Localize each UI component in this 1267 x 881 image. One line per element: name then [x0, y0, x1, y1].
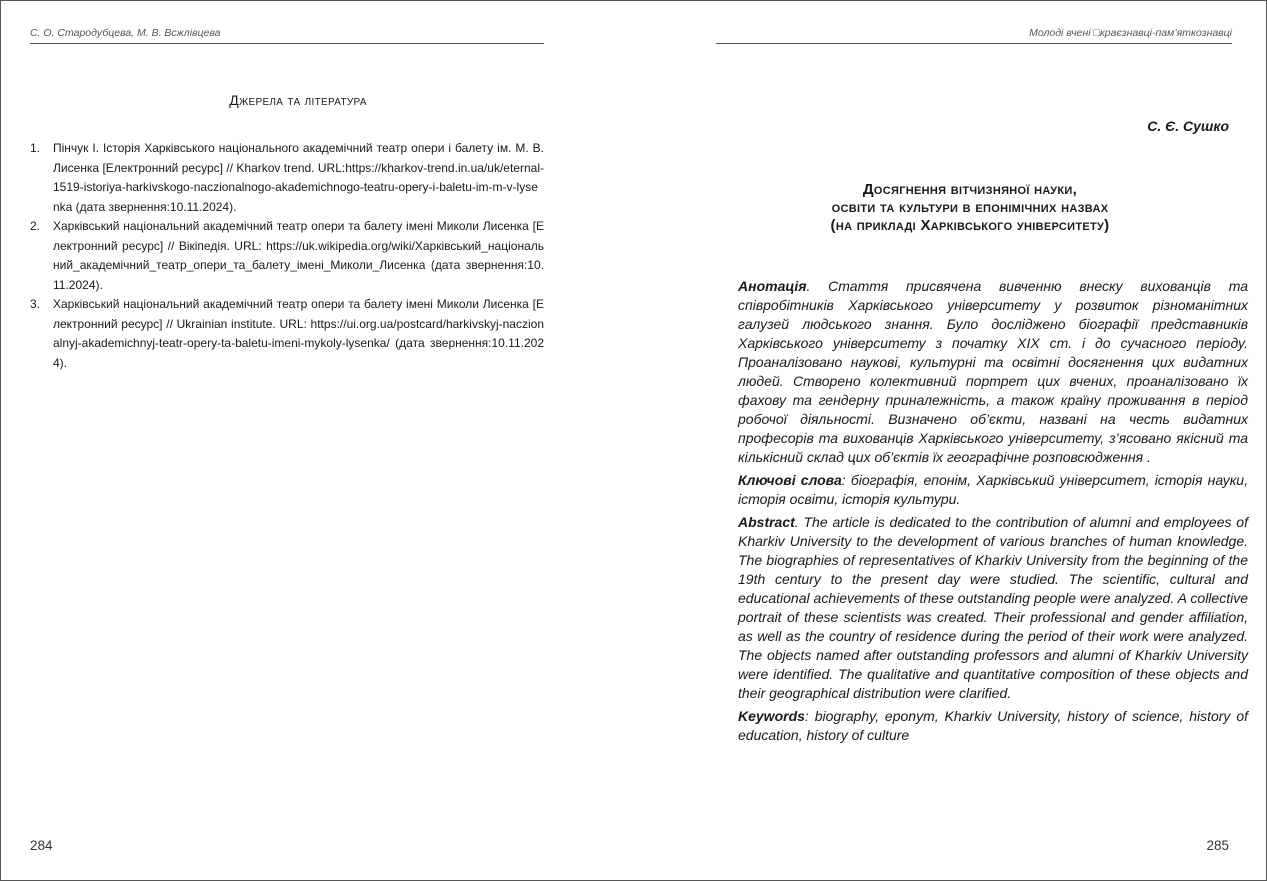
- article-title-line: освіти та культури в епонімічних назвах: [831, 199, 1109, 216]
- right-header-rule: [716, 43, 1232, 44]
- section-title: Джерела та література: [229, 92, 367, 108]
- left-page: [30, 0, 544, 881]
- reference-item: [30, 295, 544, 373]
- abstract-label: Abstract: [738, 514, 795, 530]
- keywords-ua-paragraph: [738, 471, 1248, 509]
- right-page-number: 285: [1206, 838, 1229, 853]
- abstract-block: [738, 277, 1248, 749]
- annotation-paragraph: [738, 277, 1248, 467]
- reference-item: [30, 139, 544, 217]
- article-title: [740, 181, 1200, 235]
- keywords-ua-text: : біографія, епонім, Харківський університет, історія науки, історія освіти, історія культури.: [738, 472, 1248, 507]
- annotation-text: . Стаття присвячена вивченню внеску вихованців та співробітників Харківського університету у розвиток різноманітних галузей людського знання. Було досліджено біографії представників Харківського університету з початку XIX ст. і до сучасного періоду. Проаналізовано наукові, культурні та освітні досягнення цих видатних людей. Створено колективний портрет цих вчених, проаналізовано їх фахову та гендерну приналежність, а також країну проживання в період робочої діяльності. Визначено об’єкти, названі на честь видатних професорів та вихованців Харківського університету, з’ясовано якісний та кількісний склад цих об’єктів їх географічне розповсюдження .: [738, 278, 1248, 465]
- keywords-ua-label: Ключові слова: [738, 472, 842, 488]
- annotation-label: Анотація: [738, 278, 807, 294]
- reference-text: Пінчук І. Історія Харківського національного академічний театр опери і балету ім. М. В. Лисенка [Електронний ресурс] // Kharkov trend. URL:https://kharkov-trend.in.ua/uk/eternal-1519-istoriya-harkivskogo-naczionalnogo-akademichnogo-teatru-opery-i-baletu-im-m-v-lysenka (дата звернення:10.11.2024).: [53, 141, 544, 214]
- reference-item: [30, 217, 544, 295]
- keywords-en-paragraph: [738, 707, 1248, 745]
- right-running-head: Молоді вчені □краєзнавці-пам’яткознавці: [1029, 27, 1232, 39]
- keywords-en-label: Keywords: [738, 708, 805, 724]
- article-title-line: Досягнення вітчизняної науки,: [862, 181, 1078, 198]
- right-page: [716, 0, 1248, 881]
- keywords-en-text: : biography, eponym, Kharkiv University, history of science, history of education, history of culture: [738, 708, 1248, 743]
- reference-text: Харківський національний академічний театр опери та балету імені Миколи Лисенка [Електронний ресурс] // Ukrainian institute. URL: https://ui.org.ua/postcard/harkivskyj-naczionalnyj-akademichnyj-teatr-opery-ta-baletu-imeni-mykoly-lysenka/ (дата звернення:10.11.2024).: [53, 297, 544, 370]
- reference-number: 3.: [30, 297, 41, 311]
- left-page-number: 284: [30, 838, 53, 853]
- article-author: С. Є. Сушко: [1147, 118, 1229, 134]
- reference-text: Харківський національний академічний театр опери та балету імені Миколи Лисенка [Електронний ресурс] // Вікіпедія. URL: https://uk.wikipedia.org/wiki/Харківський_національний_академічний_театр_опери_та_балету_імені_Миколи_Лисенка (дата звернення:10.11.2024).: [53, 219, 544, 292]
- left-header-rule: [30, 43, 544, 44]
- abstract-paragraph: [738, 513, 1248, 703]
- abstract-text: . The article is dedicated to the contribution of alumni and employees of Kharkiv University to the development of various branches of human knowledge. The biographies of representatives of Kharkiv University from the beginning of the 19th century to the present day were studied. The scientific, cultural and educational achievements of these outstanding people were analyzed. A collective portrait of these scientists was created. Their professional and gender affiliation, as well as the country of residence during the period of their work were analyzed. The objects named after outstanding professors and alumni of Kharkiv University were identified. The qualitative and quantitative composition of these objects and their geographical distribution were clarified.: [738, 514, 1248, 701]
- reference-number: 1.: [30, 141, 41, 155]
- reference-list: [30, 139, 544, 373]
- left-running-head: С. О. Стародубцева, М. В. Всжлівцева: [30, 27, 221, 39]
- article-title-line: (на прикладі Харківського університету): [830, 217, 1110, 234]
- reference-number: 2.: [30, 219, 41, 233]
